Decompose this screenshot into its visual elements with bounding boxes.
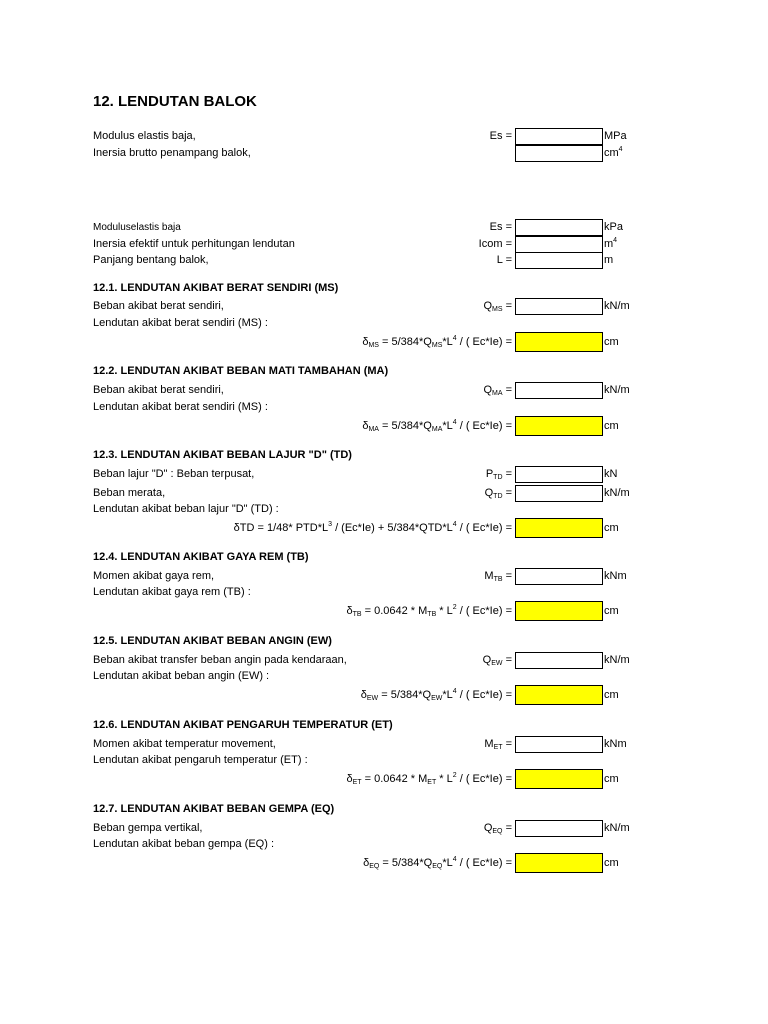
prop-row-es-mpa [93, 128, 653, 145]
section-heading-ma: 12.2. LENDUTAN AKIBAT BEBAN MATI TAMBAHAN (MA) [93, 365, 389, 377]
formula-row-tb [93, 603, 653, 620]
page-title: 12. LENDUTAN BALOK [93, 93, 257, 110]
input-label: Beban akibat transfer beban angin pada kendaraan, [93, 654, 347, 666]
formula-row-td [93, 520, 653, 537]
input-symbol: $M_{TB}$ = [484, 570, 512, 583]
input-unit: kNm [604, 738, 627, 750]
deflection-description: Lendutan akibat beban lajur "D" (TD) : [93, 503, 279, 515]
input-symbol: $Q_{TD}$ = [484, 487, 512, 500]
input-symbol: $P_{TD}$ = [485, 468, 512, 481]
prop-symbol: Es = [489, 130, 512, 142]
prop-symbol: Icom = [478, 238, 512, 250]
input-symbol: $Q_{MS}$ = [483, 300, 512, 313]
input-unit: kN [604, 468, 618, 480]
formula-row-eq [93, 855, 653, 872]
prop-unit: $m^4$ [604, 237, 618, 250]
result-unit: cm [604, 689, 619, 701]
prop-unit: MPa [604, 130, 627, 142]
input-row-qms [93, 298, 653, 315]
section-heading-ms: 12.1. LENDUTAN AKIBAT BERAT SENDIRI (MS) [93, 282, 339, 294]
deflection-description: Lendutan akibat beban gempa (EQ) : [93, 838, 275, 850]
input-unit: kNm [604, 570, 627, 582]
input-row-met [93, 736, 653, 753]
prop-label: Modulus elastis baja, [93, 130, 196, 142]
prop-row-es-kpa [93, 219, 653, 236]
prop-unit: kPa [604, 221, 623, 233]
desc-row [93, 836, 653, 853]
input-label: Beban gempa vertikal, [93, 822, 203, 834]
deflection-formula: $\delta_{ET} = 0.0642 * M_{ET} * L^2$ / ( Ec*Ie) = [346, 772, 512, 786]
section-heading-tb: 12.4. LENDUTAN AKIBAT GAYA REM (TB) [93, 551, 309, 563]
prop-unit: m [604, 254, 614, 266]
input-label: Beban merata, [93, 487, 166, 499]
result-unit: cm [604, 773, 619, 785]
section-heading-eq: 12.7. LENDUTAN AKIBAT BEBAN GEMPA (EQ) [93, 803, 335, 815]
input-label: Momen akibat gaya rem, [93, 570, 215, 582]
input-label: Beban lajur "D" : Beban terpusat, [93, 468, 255, 480]
input-label: Momen akibat temperatur movement, [93, 738, 276, 750]
input-label: Beban akibat berat sendiri, [93, 300, 224, 312]
deflection-formula: $\delta_{MS} = 5/384*Q_{MS}*L^4$ / ( Ec*Ie) = [362, 335, 512, 349]
input-symbol: $Q_{MA}$ = [483, 384, 512, 397]
desc-row [93, 752, 653, 769]
prop-label: Inersia efektif untuk perhitungan lendutan [93, 238, 295, 250]
input-row-mtb [93, 568, 653, 585]
desc-row [93, 584, 653, 601]
delta-eq-result-cell[interactable] [515, 853, 603, 873]
input-row-ptd [93, 466, 653, 483]
qew-input[interactable] [515, 652, 603, 669]
result-unit: cm [604, 420, 619, 432]
input-unit: kN/m [604, 384, 630, 396]
prop-label: Inersia brutto penampang balok, [93, 147, 251, 159]
deflection-formula: $\delta_{EQ} = 5/384*Q_{EQ}*L^4$ / ( Ec*Ie) = [363, 856, 512, 870]
mtb-input[interactable] [515, 568, 603, 585]
input-unit: kN/m [604, 654, 630, 666]
section-heading-et: 12.6. LENDUTAN AKIBAT PENGARUH TEMPERATUR (ET) [93, 719, 393, 731]
delta-ma-result-cell[interactable] [515, 416, 603, 436]
prop-symbol: L = [496, 254, 512, 266]
input-row-qeq [93, 820, 653, 837]
deflection-formula: $\delta_{MA} = 5/384*Q_{MA}*L^4$ / ( Ec*Ie) = [362, 419, 512, 433]
input-row-qew [93, 652, 653, 669]
section-heading-td: 12.3. LENDUTAN AKIBAT BEBAN LAJUR "D" (TD) [93, 449, 352, 461]
deflection-description: Lendutan akibat berat sendiri (MS) : [93, 401, 268, 413]
desc-row [93, 501, 653, 518]
section-heading-ew: 12.5. LENDUTAN AKIBAT BEBAN ANGIN (EW) [93, 635, 332, 647]
input-unit: kN/m [604, 300, 630, 312]
input-row-qtd [93, 485, 653, 502]
result-unit: cm [604, 857, 619, 869]
deflection-description: Lendutan akibat berat sendiri (MS) : [93, 317, 268, 329]
prop-unit: $cm^4$ [604, 146, 623, 159]
formula-row-ew [93, 687, 653, 704]
deflection-description: Lendutan akibat beban angin (EW) : [93, 670, 270, 682]
desc-row [93, 668, 653, 685]
input-label: Beban akibat berat sendiri, [93, 384, 224, 396]
delta-td-result-cell[interactable] [515, 518, 603, 538]
input-symbol: $Q_{EW}$ = [482, 654, 512, 667]
input-unit: kN/m [604, 487, 630, 499]
input-symbol: $M_{ET}$ = [484, 738, 512, 751]
prop-label: Panjang bentang balok, [93, 254, 209, 266]
result-unit: cm [604, 522, 619, 534]
desc-row [93, 399, 653, 416]
prop-row-span-length [93, 252, 653, 269]
delta-tb-result-cell[interactable] [515, 601, 603, 621]
qeq-input[interactable] [515, 820, 603, 837]
qtd-input[interactable] [515, 485, 603, 502]
desc-row [93, 315, 653, 332]
prop-label: Moduluselastis baja [93, 222, 181, 233]
es-kpa-input[interactable] [515, 219, 603, 236]
formula-row-et [93, 771, 653, 788]
deflection-formula: δTD = 1/48* $PTD*L^3 / (Ec*Ie) + 5/384*QTD*L^4$ / ( Ec*Ie) = [233, 521, 512, 534]
es-mpa-input[interactable] [515, 128, 603, 145]
prop-row-inertia-brutto [93, 145, 653, 162]
deflection-formula: $\delta_{EW} = 5/384*Q_{EW}*L^4$ / ( Ec*Ie) = [360, 688, 512, 702]
formula-row-ma [93, 418, 653, 435]
delta-ms-result-cell[interactable] [515, 332, 603, 352]
deflection-formula: $\delta_{TB} = 0.0642 * M_{TB} * L^2$ / ( Ec*Ie) = [346, 604, 512, 618]
deflection-description: Lendutan akibat pengaruh temperatur (ET) : [93, 754, 308, 766]
prop-symbol: Es = [489, 221, 512, 233]
input-symbol: $Q_{EQ}$ = [483, 822, 512, 835]
icom-input[interactable] [515, 236, 603, 253]
qma-input[interactable] [515, 382, 603, 399]
qms-input[interactable] [515, 298, 603, 315]
result-unit: cm [604, 336, 619, 348]
delta-et-result-cell[interactable] [515, 769, 603, 789]
deflection-description: Lendutan akibat gaya rem (TB) : [93, 586, 251, 598]
input-unit: kN/m [604, 822, 630, 834]
delta-ew-result-cell[interactable] [515, 685, 603, 705]
span-length-input[interactable] [515, 252, 603, 269]
met-input[interactable] [515, 736, 603, 753]
ptd-input[interactable] [515, 466, 603, 483]
input-row-qma [93, 382, 653, 399]
formula-row-ms [93, 334, 653, 351]
prop-row-icom [93, 236, 653, 253]
inertia-brutto-input[interactable] [515, 145, 603, 162]
result-unit: cm [604, 605, 619, 617]
